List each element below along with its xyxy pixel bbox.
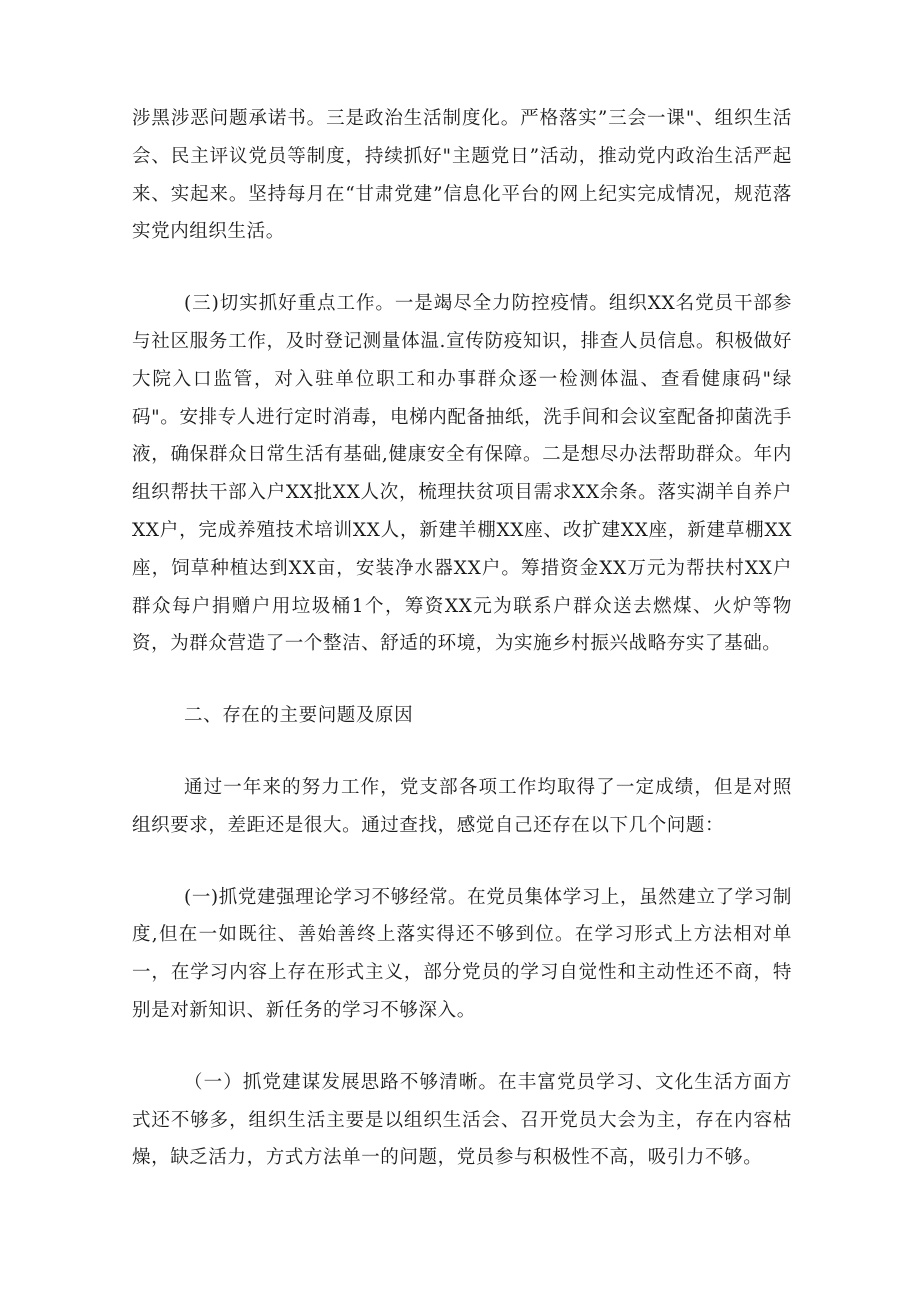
section-heading-problems: 二、存在的主要问题及原因 [184,705,414,727]
document-body [132,100,792,1177]
paragraph-problem-theory-study: (一)抓党建强理论学习不够经常。在党员集体学习上，虽然建立了学习制度,但在一如既往、善始善终上落实得还不够到位。在学习形式上方法相对单一，在学习内容上存在形式主义，部分党员的学习自觉性和主动性还不商，特别是对新知识、新任务的学习不够深入。 [132,886,792,1021]
paragraph-key-work: (三)切实抓好重点工作。一是竭尽全力防控疫情。组织XX名党员干部参与社区服务工作，及时登记测量体温.宣传防疫知识，排查人员信息。积极做好大院入口监管，对入驻单位职工和办事群众逐一检测体温、查看健康码"绿码"。安排专人进行定时消毒，电梯内配备抽纸，洗手间和会议室配备抑菌洗手液，确保群众日常生活有基础,健康安全有保障。二是想尽办法帮助群众。年内组织帮扶干部入户XX批XX人次，梳理扶贫项目需求XX余条。落实湖羊自养户XX户，完成养殖技术培训XX人，新建羊棚XX座、改扩建XX座，新建草棚XX座，饲草种植达到XX亩，安装净水器XX户。筹措资金XX万元为帮扶村XX户群众每户捐赠户用垃圾桶1个，筹资XX元为联系户群众送去燃煤、火炉等物资，为群众营造了一个整洁、舒适的环境，为实施乡村振兴战略夯实了基础。 [132,293,792,655]
paragraph-problems-intro: 通过一年来的努力工作，党支部各项工作均取得了一定成绩，但是对照组织要求，差距还是很大。通过查找，感觉自己还存在以下几个问题： [132,776,792,836]
paragraph-continuation: 涉黑涉恶问题承诺书。三是政治生活制度化。严格落实”三会一课"、组织生活会、民主评议党员等制度，持续抓好"主题党日”活动，推动党内政治生活严起来、实起来。坚持每月在“甘肃党建”信息化平台的网上纪实完成情况，规范落实党内组织生活。 [132,108,792,243]
paragraph-problem-development: （一）抓党建谋发展思路不够清晰。在丰富党员学习、文化生活方面方式还不够多，组织生活主要是以组织生活会、召开党员大会为主，存在内容枯燥，缺乏活力，方式方法单一的问题，党员参与积极性不高，吸引力不够。 [132,1071,792,1169]
